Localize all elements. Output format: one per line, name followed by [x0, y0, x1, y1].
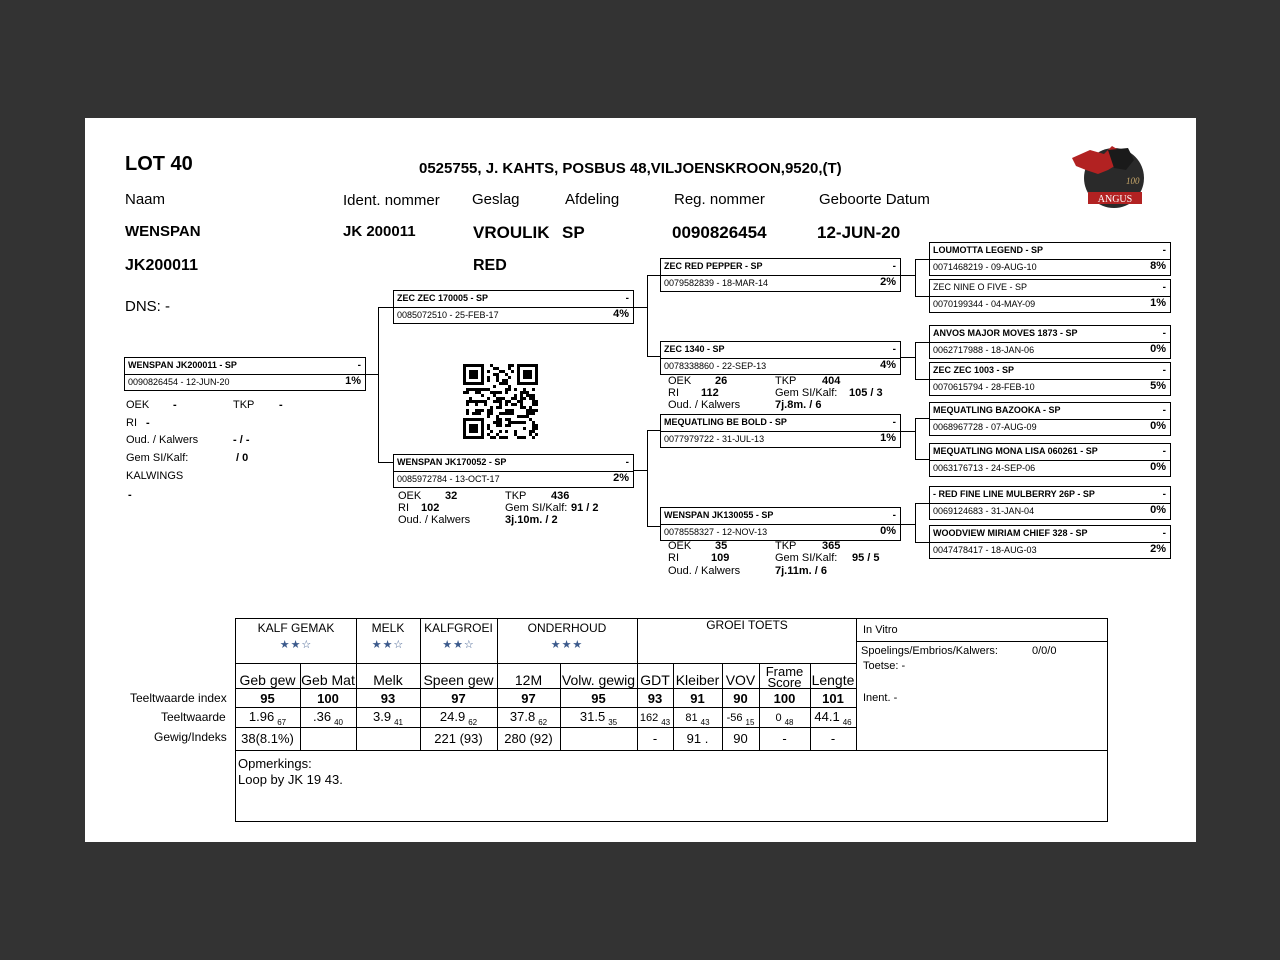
row-label-index: Teeltwaarde index	[130, 691, 227, 705]
teelt-value-2: 3.9	[373, 709, 392, 724]
subject-dash: -	[357, 360, 361, 371]
g7-reg: 0069124683 - 31-JAN-04	[933, 506, 1035, 516]
g1-reg: 0071468219 - 09-AUG-10	[933, 262, 1037, 272]
animal-reg: 0090826454	[672, 223, 767, 242]
ggp-box-7	[929, 486, 1171, 520]
subject-kalwings: -	[128, 489, 132, 501]
teelt-acc-10: 46	[842, 717, 852, 727]
teelt-6	[637, 709, 673, 727]
animal-name: WENSPAN	[125, 223, 201, 240]
gewig-3: 221 (93)	[434, 731, 483, 746]
group-melk: MELK	[371, 621, 405, 635]
dam-gem: 91 / 2	[571, 502, 599, 514]
ident-label: Ident. nommer	[343, 192, 440, 209]
dd-ri: 109	[711, 552, 730, 564]
dd-oek-label: OEK	[668, 540, 692, 552]
ds-pct: 1%	[880, 432, 896, 444]
dd-tkp: 365	[822, 540, 841, 552]
g4-name: ZEC ZEC 1003 - SP	[933, 365, 1015, 375]
header-5: Volw. gewig	[561, 672, 636, 688]
teelt-value-8: -56	[726, 712, 743, 724]
dam-pct: 2%	[613, 472, 629, 484]
header-7: Kleiber	[675, 672, 720, 688]
remarks-box	[235, 750, 1108, 822]
dam-oek: 32	[445, 490, 458, 502]
header-8: VOV	[725, 672, 756, 688]
g3-name: ANVOS MAJOR MOVES 1873 - SP	[933, 328, 1078, 338]
sire-reg: 0085072510 - 25-FEB-17	[397, 310, 499, 320]
g3-pct: 0%	[1150, 343, 1166, 355]
subject-oek: -	[173, 399, 177, 411]
angus-logo	[1068, 140, 1148, 214]
animal-breed: SP	[562, 223, 585, 242]
subject-tkp-label: TKP	[233, 399, 255, 411]
teelt-value-7: 81	[685, 712, 698, 724]
sd-oek-label: OEK	[668, 375, 692, 387]
index-9: 100	[773, 691, 796, 706]
subject-pct: 1%	[345, 375, 361, 387]
g7-pct: 0%	[1150, 504, 1166, 516]
dam-oud-label: Oud. / Kalwers	[398, 514, 471, 526]
header-9-a: Frame	[765, 664, 804, 679]
dd-dash: -	[892, 510, 896, 521]
teelt-value-10: 44.1	[814, 709, 840, 724]
gewig-4: 280 (92)	[504, 731, 553, 746]
g2-reg: 0070199344 - 04-MAY-09	[933, 299, 1036, 309]
header-3: Speen gew	[423, 672, 494, 688]
ggp-box-4	[929, 362, 1171, 396]
row-label-gewig: Gewig/Indeks	[154, 730, 227, 744]
spoelings-label: Spoelings/Embrios/Kalwers:	[861, 645, 998, 657]
teelt-8	[722, 709, 759, 727]
subject-oud-label: Oud. / Kalwers	[126, 434, 199, 446]
index-2: 93	[380, 691, 396, 706]
logo-year: 100	[1126, 176, 1140, 186]
ggp-box-5	[929, 402, 1171, 436]
g4-pct: 5%	[1150, 380, 1166, 392]
gewig-8: 90	[733, 731, 748, 746]
dam-ri-label: RI	[398, 502, 409, 514]
dd-pct: 0%	[880, 525, 896, 537]
dd-oud-label: Oud. / Kalwers	[668, 565, 741, 577]
animal-ident: JK 200011	[343, 223, 416, 240]
cell-r3-c1	[300, 727, 357, 751]
index-7: 91	[690, 691, 705, 706]
dam-dam-box	[660, 507, 901, 541]
dns-value: DNS: -	[125, 298, 170, 315]
subject-oud: - / -	[233, 434, 250, 446]
teelt-acc-0: 67	[277, 717, 287, 727]
index-3: 97	[451, 691, 466, 706]
dd-oud: 7j.11m. / 6	[775, 565, 827, 577]
subject-box	[124, 357, 366, 391]
gewig-0: 38(8.1%)	[241, 731, 294, 746]
sd-oud: 7j.8m. / 6	[775, 399, 822, 411]
g8-name: WOODVIEW MIRIAM CHIEF 328 - SP	[933, 528, 1088, 538]
g1-pct: 8%	[1150, 260, 1166, 272]
sire-dam-box	[660, 341, 901, 375]
g6-dash: -	[1162, 446, 1166, 457]
teelt-9	[759, 709, 810, 727]
g5-name: MEQUATLING BAZOOKA - SP	[933, 405, 1061, 415]
g2-name: ZEC NINE O FIVE - SP	[933, 282, 1028, 292]
dam-box	[393, 454, 634, 488]
teelt-10	[810, 709, 856, 727]
g7-dash: -	[1162, 489, 1166, 500]
stars-onderhoud: ★★★	[550, 639, 584, 651]
subject-kalwings-label: KALWINGS	[126, 470, 184, 482]
dam-tkp-label: TKP	[505, 490, 527, 502]
animal-code: JK200011	[125, 257, 198, 274]
header-1: Geb Mat	[301, 672, 355, 688]
stars-kalf-gemak: ★★☆	[279, 639, 313, 651]
teelt-acc-3: 62	[468, 717, 478, 727]
toetse-value: Toetse: -	[863, 660, 906, 672]
sd-tkp-label: TKP	[775, 375, 797, 387]
dam-oud: 3j.10m. / 2	[505, 514, 558, 526]
stars-melk: ★★☆	[371, 639, 405, 651]
ss-pct: 2%	[880, 276, 896, 288]
teelt-3	[420, 709, 497, 727]
g4-dash: -	[1162, 365, 1166, 376]
teelt-0	[235, 709, 300, 727]
index-6: 93	[647, 691, 663, 706]
dam-name: WENSPAN JK170052 - SP	[397, 457, 507, 467]
remarks-label: Opmerkings:	[238, 756, 312, 771]
teelt-acc-5: 35	[608, 717, 618, 727]
ss-dash: -	[892, 261, 896, 272]
g2-pct: 1%	[1150, 297, 1166, 309]
ggp-box-8	[929, 525, 1171, 559]
header-2: Melk	[373, 672, 403, 688]
sire-sire-box	[660, 258, 901, 292]
dd-ri-label: RI	[668, 552, 679, 564]
g1-name: LOUMOTTA LEGEND - SP	[933, 245, 1043, 255]
qr-code	[461, 364, 541, 440]
dd-tkp-label: TKP	[775, 540, 797, 552]
animal-colour: RED	[473, 257, 507, 274]
group-onderhoud: ONDERHOUD	[527, 621, 607, 635]
spoelings-value: 0/0/0	[1032, 645, 1057, 657]
in-vitro-label: In Vitro	[863, 624, 898, 636]
teelt-5	[560, 709, 637, 727]
sd-oek: 26	[715, 375, 728, 387]
sd-ri-label: RI	[668, 387, 679, 399]
dam-tkp: 436	[551, 490, 570, 502]
animal-birthdate: 12-JUN-20	[817, 223, 901, 242]
sd-gem: 105 / 3	[849, 387, 883, 399]
g7-name: - RED FINE LINE MULBERRY 26P - SP	[933, 489, 1095, 499]
subject-gem: / 0	[236, 452, 249, 464]
group-groei-toets: GROEI TOETS	[706, 618, 788, 632]
dd-reg: 0078558327 - 12-NOV-13	[664, 527, 768, 537]
ggp-box-6	[929, 443, 1171, 477]
stars-kalfgroei: ★★☆	[442, 639, 475, 651]
g5-reg: 0068967728 - 07-AUG-09	[933, 422, 1037, 432]
teelt-value-9: 0	[775, 712, 782, 724]
g8-pct: 2%	[1150, 543, 1166, 555]
gewig-6: -	[652, 731, 658, 746]
dam-oek-label: OEK	[398, 490, 422, 502]
dd-gem-label: Gem SI/Kalf:	[775, 552, 838, 564]
subject-ri-label: RI	[126, 417, 137, 429]
subject-oek-label: OEK	[126, 399, 150, 411]
sd-name: ZEC 1340 - SP	[664, 344, 725, 354]
g8-reg: 0047478417 - 18-AUG-03	[933, 545, 1037, 555]
g5-pct: 0%	[1150, 420, 1166, 432]
animal-sex: VROULIK	[473, 223, 550, 242]
gewig-7: 91 .	[686, 731, 709, 746]
dam-sire-box	[660, 414, 901, 448]
dam-ri: 102	[421, 502, 440, 514]
ss-reg: 0079582839 - 18-MAR-14	[664, 278, 769, 288]
index-4: 97	[521, 691, 536, 706]
ss-name: ZEC RED PEPPER - SP	[664, 261, 763, 271]
sire-pct: 4%	[613, 308, 629, 320]
index-1: 100	[317, 691, 339, 706]
g6-pct: 0%	[1150, 461, 1166, 473]
g8-dash: -	[1162, 528, 1166, 539]
teelt-acc-9: 48	[784, 717, 794, 727]
g4-reg: 0070615794 - 28-FEB-10	[933, 382, 1035, 392]
header-10: Lengte	[811, 672, 855, 688]
teelt-value-4: 37.8	[509, 709, 536, 724]
index-5: 95	[591, 691, 606, 706]
catalogue-page	[85, 118, 1196, 842]
inent-value: Inent. -	[863, 692, 898, 704]
teelt-7	[673, 709, 722, 727]
owner-line: 0525755, J. KAHTS, POSBUS 48,VILJOENSKROON,9520,(T)	[419, 160, 842, 177]
teelt-value-0: 1.96	[248, 709, 275, 724]
dd-name: WENSPAN JK130055 - SP	[664, 510, 774, 520]
logo-text: ANGUS	[1097, 194, 1133, 205]
teelt-2	[356, 709, 420, 727]
dam-reg: 0085972784 - 13-OCT-17	[397, 474, 500, 484]
g6-name: MEQUATLING MONA LISA 060261 - SP	[933, 446, 1098, 456]
cell-r3-c2	[356, 727, 421, 751]
dam-dash: -	[625, 457, 629, 468]
remarks-text: Loop by JK 19 43.	[238, 772, 343, 787]
afdeling-label: Afdeling	[565, 191, 620, 208]
teelt-acc-8: 15	[745, 717, 755, 727]
dam-gem-label: Gem SI/Kalf:	[505, 502, 568, 514]
sd-dash: -	[892, 344, 896, 355]
row-label-teelt: Teeltwaarde	[161, 710, 226, 724]
teelt-acc-4: 62	[538, 717, 548, 727]
g3-reg: 0062717988 - 18-JAN-06	[933, 345, 1035, 355]
teelt-1	[300, 709, 356, 727]
dd-gem: 95 / 5	[852, 552, 880, 564]
sire-dash: -	[625, 293, 629, 304]
sd-ri: 112	[701, 387, 719, 399]
group-kalfgroei: KALFGROEI	[424, 621, 493, 635]
geboorte-label: Geboorte Datum	[819, 191, 930, 208]
sire-box	[393, 290, 634, 324]
sd-tkp: 404	[822, 375, 841, 387]
header-6: GDT	[640, 672, 670, 688]
naam-label: Naam	[125, 191, 166, 208]
header-9-b: Score	[767, 675, 802, 690]
teelt-value-1: .36	[313, 709, 332, 724]
g2-dash: -	[1162, 282, 1166, 293]
geslag-label: Geslag	[472, 191, 520, 208]
sd-pct: 4%	[880, 359, 896, 371]
ds-reg: 0077979722 - 31-JUL-13	[664, 434, 765, 444]
teelt-acc-1: 40	[334, 717, 343, 727]
header-0: Geb gew	[239, 672, 296, 688]
ds-name: MEQUATLING BE BOLD - SP	[664, 417, 787, 427]
subject-reg: 0090826454 - 12-JUN-20	[128, 377, 230, 387]
teelt-value-5: 31.5	[579, 709, 606, 724]
sd-gem-label: Gem SI/Kalf:	[775, 387, 838, 399]
ggp-box-2	[929, 279, 1171, 313]
teelt-value-3: 24.9	[439, 709, 466, 724]
subject-tkp: -	[279, 399, 283, 411]
dd-oek: 35	[715, 540, 728, 552]
sire-name: ZEC ZEC 170005 - SP	[397, 293, 489, 303]
cell-r3-c5	[560, 727, 638, 751]
subject-gem-label: Gem SI/Kalf:	[126, 452, 189, 464]
teelt-acc-7: 43	[700, 717, 710, 727]
ggp-box-3	[929, 325, 1171, 359]
g5-dash: -	[1162, 405, 1166, 416]
header-4: 12M	[514, 672, 543, 688]
subject-name: WENSPAN JK200011 - SP	[128, 360, 237, 370]
sd-reg: 0078338860 - 22-SEP-13	[664, 361, 767, 371]
teelt-4	[497, 709, 560, 727]
index-8: 90	[733, 691, 748, 706]
g3-dash: -	[1162, 328, 1166, 339]
ggp-box-1	[929, 242, 1171, 276]
reg-label: Reg. nommer	[674, 191, 765, 208]
gewig-10: -	[830, 731, 836, 746]
group-kalf-gemak: KALF GEMAK	[257, 621, 335, 635]
sd-oud-label: Oud. / Kalwers	[668, 399, 741, 411]
ds-dash: -	[892, 417, 896, 428]
g6-reg: 0063176713 - 24-SEP-06	[933, 463, 1036, 473]
g1-dash: -	[1162, 245, 1166, 256]
index-10: 101	[822, 691, 844, 706]
teelt-value-6: 162	[639, 712, 659, 724]
subject-ri: -	[146, 417, 150, 429]
gewig-9: -	[782, 731, 787, 746]
lot-number: LOT 40	[125, 153, 193, 175]
index-0: 95	[260, 691, 275, 706]
teelt-acc-2: 41	[394, 717, 403, 727]
teelt-acc-6: 43	[661, 717, 671, 727]
